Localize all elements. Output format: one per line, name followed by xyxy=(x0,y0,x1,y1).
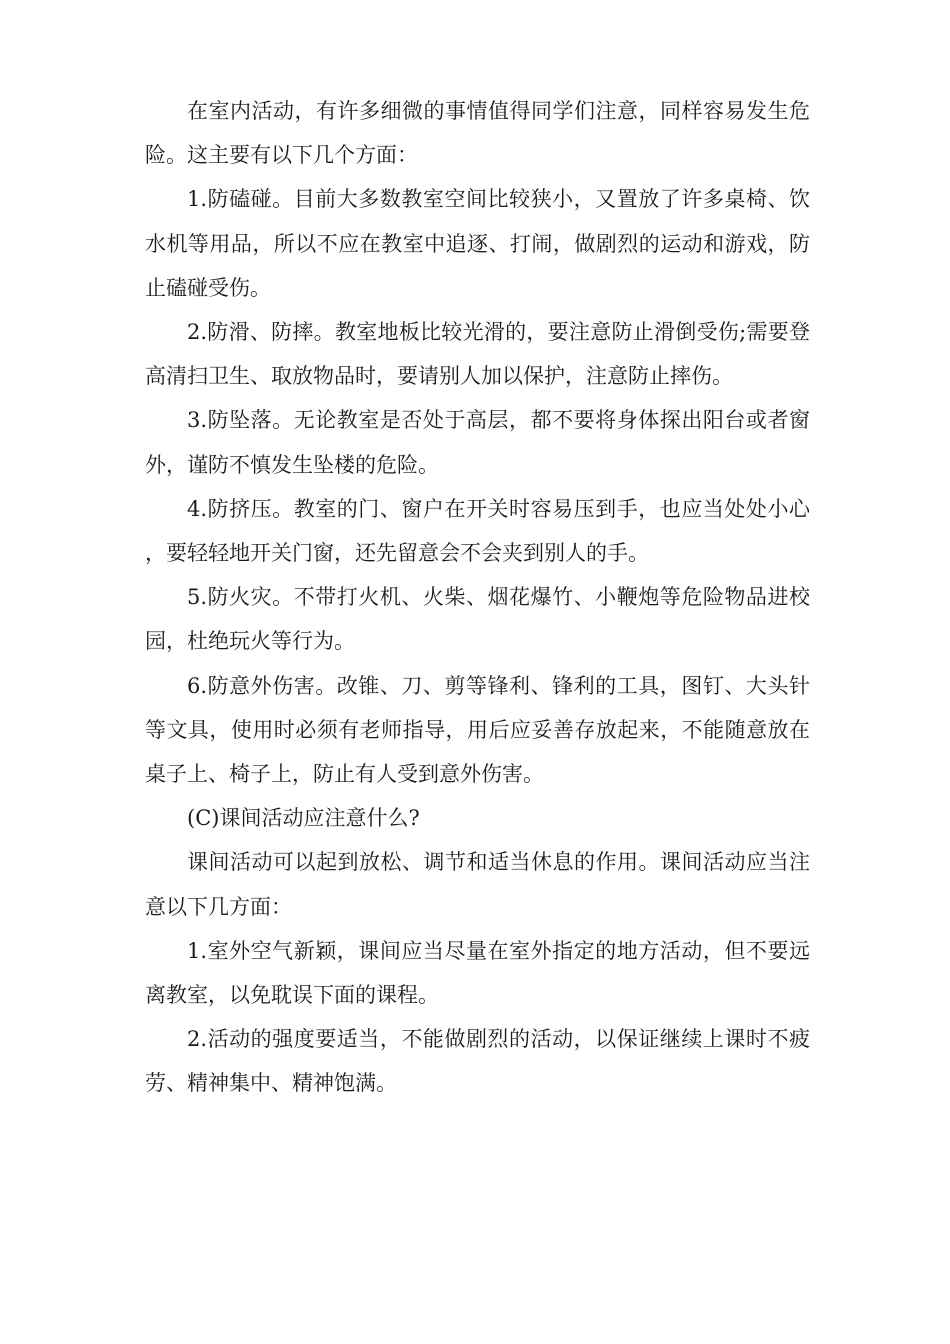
paragraph-intro: 在室内活动，有许多细微的事情值得同学们注意，同样容易发生危险。这主要有以下几个方面： xyxy=(145,99,810,168)
document-body xyxy=(145,89,810,1106)
paragraph-item-6: 6.防意外伤害。改锥、刀、剪等锋利、锋利的工具，图钉、大头针等文具，使用时必须有老师指导，用后应妥善存放起来，不能随意放在桌子上、椅子上，防止有人受到意外伤害。 xyxy=(145,673,810,787)
paragraph-section-item-1: 1.室外空气新颖，课间应当尽量在室外指定的地方活动，但不要远离教室，以免耽误下面的课程。 xyxy=(145,938,810,1008)
paragraph-item-4: 4.防挤压。教室的门、窗户在开关时容易压到手，也应当处处小心，要轻轻地开关门窗，还先留意会不会夹到别人的手。 xyxy=(145,496,810,566)
section-heading: (C)课间活动应注意什么? xyxy=(187,806,420,831)
paragraph-item-5: 5.防火灾。不带打火机、火柴、烟花爆竹、小鞭炮等危险物品进校园，杜绝玩火等行为。 xyxy=(145,585,810,654)
paragraph-item-3: 3.防坠落。无论教室是否处于高层，都不要将身体探出阳台或者窗外，谨防不慎发生坠楼的危险。 xyxy=(145,408,810,477)
paragraph-item-1: 1.防磕碰。目前大多数教室空间比较狭小，又置放了许多桌椅、饮水机等用品，所以不应在教室中追逐、打闹，做剧烈的运动和游戏，防止磕碰受伤。 xyxy=(145,187,810,300)
paragraph-section-intro: 课间活动可以起到放松、调节和适当休息的作用。课间活动应当注意以下几方面： xyxy=(145,850,810,919)
paragraph-item-2: 2.防滑、防摔。教室地板比较光滑的，要注意防止滑倒受伤;需要登高清扫卫生、取放物品时，要请别人加以保护，注意防止摔伤。 xyxy=(145,320,810,389)
paragraph-section-item-2: 2.活动的强度要适当，不能做剧烈的活动，以保证继续上课时不疲劳、精神集中、精神饱满。 xyxy=(145,1027,810,1096)
